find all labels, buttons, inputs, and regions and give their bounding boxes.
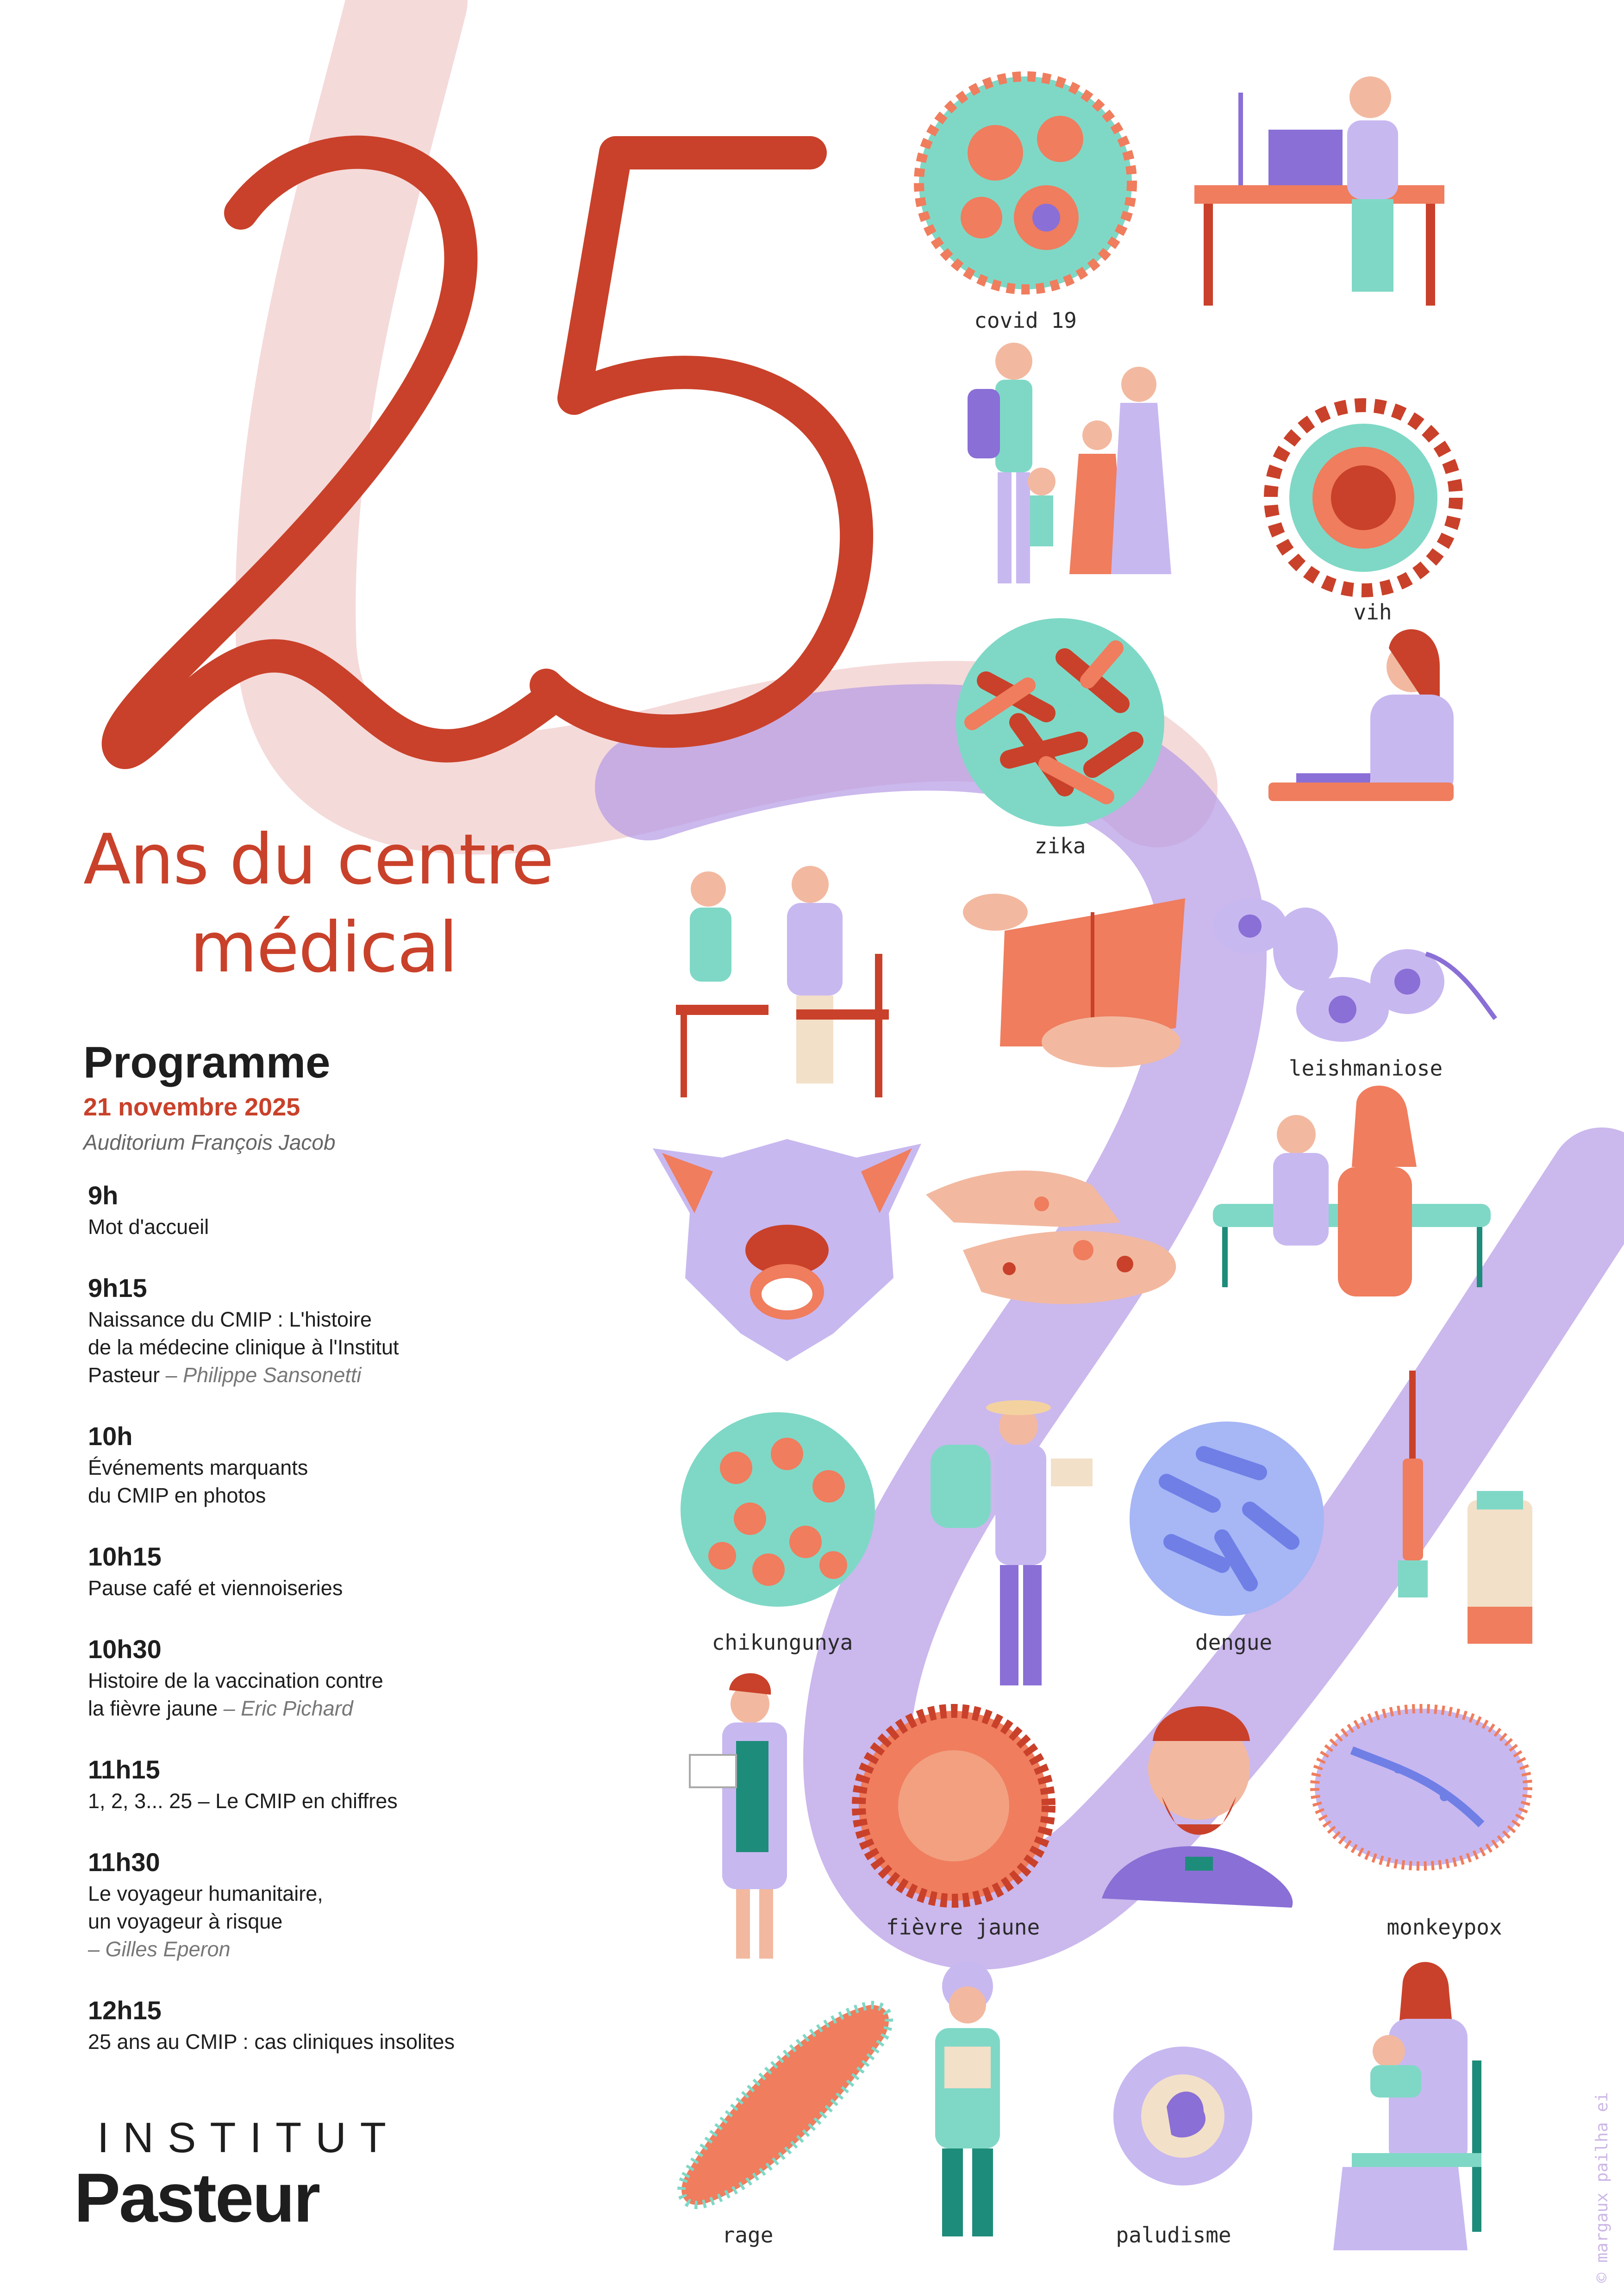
dengue-virus-icon xyxy=(1130,1422,1324,1616)
label-monkeypox: monkeypox xyxy=(1387,1915,1502,1940)
schedule-item xyxy=(88,1996,620,2056)
schedule-item xyxy=(88,1181,620,1241)
monkeypox-virus-icon xyxy=(1315,1709,1528,1866)
malaria-cell-icon xyxy=(1113,2047,1252,2186)
booklet-icon xyxy=(963,894,1185,1067)
label-rage: rage xyxy=(722,2223,774,2248)
schedule-desc: Mot d'accueil xyxy=(88,1215,209,1239)
rabies-virus-icon xyxy=(681,2005,889,2205)
schedule-desc: 25 ans au CMIP : cas cliniques insolites xyxy=(88,2030,455,2054)
patient-consultation-icon xyxy=(1213,1086,1491,1296)
label-paludisme: paludisme xyxy=(1116,2223,1231,2248)
label-leishmaniose: leishmaniose xyxy=(1288,1056,1443,1081)
chikungunya-virus-icon xyxy=(681,1412,875,1607)
programme-heading: Programme xyxy=(83,1038,331,1087)
schedule-desc: Pause café et viennoiseries xyxy=(88,1576,343,1600)
hiv-virus-icon xyxy=(1271,405,1456,590)
programme-date: 21 novembre 2025 xyxy=(83,1093,300,1121)
label-dengue: dengue xyxy=(1195,1630,1273,1655)
pasteur-logo-line2: Pasteur xyxy=(74,2159,319,2236)
schedule-time: 12h15 xyxy=(88,1996,162,2025)
soldier-icon xyxy=(935,1961,1000,2236)
label-covid: covid 19 xyxy=(974,308,1077,333)
schedule-time: 11h15 xyxy=(88,1755,160,1784)
zika-virus-icon xyxy=(956,618,1164,827)
vaccination-scene-icon xyxy=(676,866,889,1097)
schedule-item xyxy=(88,1847,620,1963)
label-fievre-jaune: fièvre jaune xyxy=(886,1915,1040,1940)
label-chikungunya: chikungunya xyxy=(712,1630,853,1655)
schedule-time: 10h xyxy=(88,1422,133,1451)
big-25-number xyxy=(119,152,856,752)
schedule-time: 10h30 xyxy=(88,1634,162,1664)
schedule-desc: Événements marquants du CMIP en photos xyxy=(88,1456,308,1507)
schedule-item xyxy=(88,1542,620,1602)
schedule-desc: 1, 2, 3... 25 – Le CMIP en chiffres xyxy=(88,1789,398,1813)
illustrator-credit: © margaux pailha ei xyxy=(1593,2092,1612,2283)
schedule-time: 9h15 xyxy=(88,1273,147,1303)
schedule-time: 10h15 xyxy=(88,1542,162,1571)
schedule-desc: Naissance du CMIP : L'histoire de la médecine clinique à l'Institut Pasteur – Philippe Sansonetti xyxy=(88,1308,399,1387)
doctor-at-desk-icon xyxy=(1194,76,1444,306)
schedule-time: 9h xyxy=(88,1181,119,1210)
schedule-desc: Histoire de la vaccination contre la fièvre jaune – Eric Pichard xyxy=(88,1669,383,1720)
label-zika: zika xyxy=(1034,833,1086,858)
yellow-fever-virus-icon xyxy=(859,1711,1049,1901)
schedule-item xyxy=(88,1422,620,1509)
nurse-on-phone-icon xyxy=(1268,629,1454,801)
covid-virus-icon xyxy=(919,76,1132,289)
programme-location: Auditorium François Jacob xyxy=(83,1130,336,1154)
schedule-desc: Le voyageur humanitaire, un voyageur à risque – Gilles Eperon xyxy=(88,1882,323,1961)
schedule-time: 11h30 xyxy=(88,1847,160,1877)
schedule-item xyxy=(88,1273,620,1389)
doctor-clipboard-icon xyxy=(690,1673,787,1959)
label-vih: vih xyxy=(1353,600,1392,625)
family-icon xyxy=(968,343,1171,583)
title-line-1: Ans du centre xyxy=(83,820,553,900)
rabid-dog-icon xyxy=(653,1139,921,1361)
title-line-2: médical xyxy=(190,908,457,988)
institut-logo-line1: INSTITUT xyxy=(97,2114,400,2161)
mother-child-icon xyxy=(1333,1962,1481,2250)
schedule-item xyxy=(88,1755,620,1815)
schedule-item xyxy=(88,1634,620,1722)
